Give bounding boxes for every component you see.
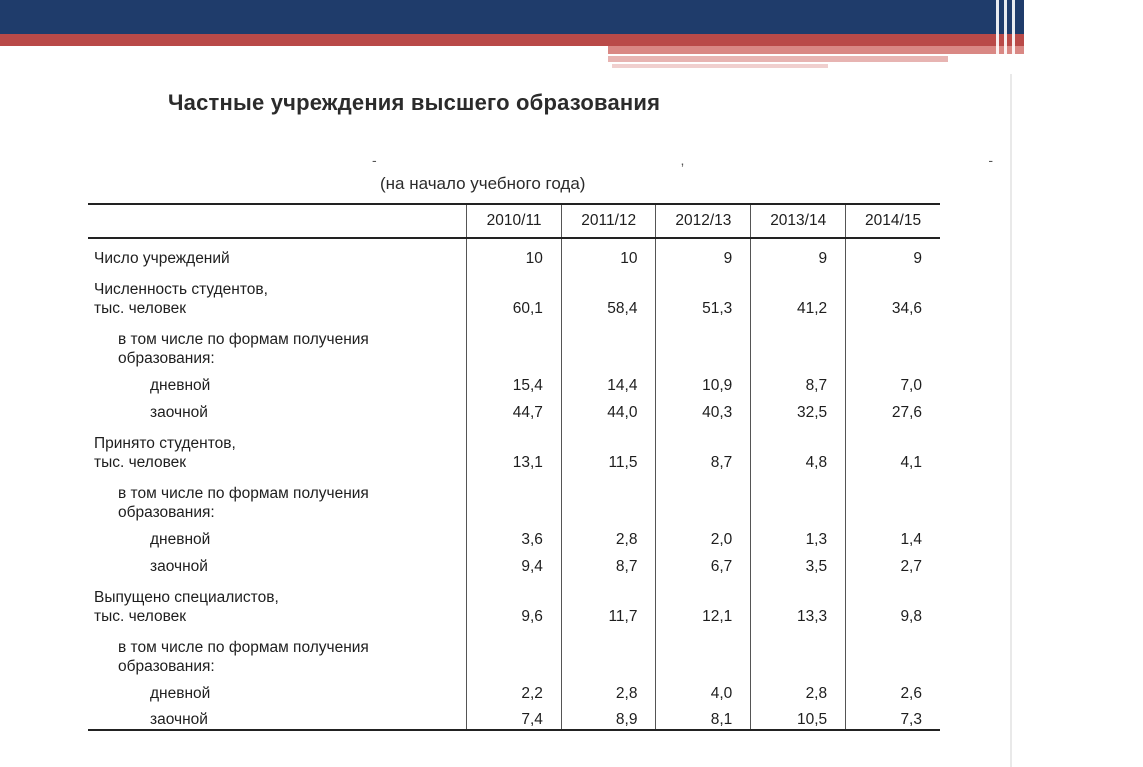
table-row <box>88 472 940 522</box>
value-cell: 4,8 <box>751 422 846 472</box>
row-label-line: Принято студентов, <box>94 435 236 452</box>
row-label <box>88 368 467 395</box>
row-label <box>88 626 467 676</box>
value-cell: 4,0 <box>656 676 751 703</box>
value-cell <box>656 472 751 522</box>
value-cell: 15,4 <box>467 368 562 395</box>
value-cell: 9,8 <box>846 576 940 626</box>
value-cell: 7,3 <box>846 703 940 730</box>
value-cell: 13,1 <box>467 422 562 472</box>
table-row <box>88 576 940 626</box>
year-header: 2010/11 <box>467 204 562 238</box>
table-row <box>88 238 940 268</box>
value-cell: 41,2 <box>751 268 846 318</box>
table-subtitle: (на начало учебного года) <box>380 174 586 193</box>
row-label-line: образования: <box>118 658 215 675</box>
row-label <box>88 472 467 522</box>
slide-edge-shadow <box>1010 74 1012 767</box>
value-cell: 14,4 <box>561 368 656 395</box>
table-row <box>88 676 940 703</box>
value-cell: 32,5 <box>751 395 846 422</box>
value-cell: 44,0 <box>561 395 656 422</box>
value-cell <box>751 626 846 676</box>
value-cell: 7,4 <box>467 703 562 730</box>
table-row <box>88 318 940 368</box>
value-cell: 8,1 <box>656 703 751 730</box>
value-cell: 9 <box>846 238 940 268</box>
value-cell: 9,4 <box>467 549 562 576</box>
row-label <box>88 576 467 626</box>
value-cell <box>467 318 562 368</box>
value-cell: 27,6 <box>846 395 940 422</box>
table-row <box>88 422 940 472</box>
table-row <box>88 368 940 395</box>
value-cell: 2,8 <box>751 676 846 703</box>
value-cell <box>561 472 656 522</box>
header-stripes <box>990 0 1024 74</box>
table-row <box>88 703 940 730</box>
table-body <box>88 238 940 730</box>
value-cell: 7,0 <box>846 368 940 395</box>
row-label-line: заочной <box>150 558 208 575</box>
table-row <box>88 626 940 676</box>
row-label-line: Число учреждений <box>94 250 230 267</box>
row-label-line: тыс. человек <box>94 608 187 625</box>
value-cell: 3,6 <box>467 522 562 549</box>
value-cell: 11,7 <box>561 576 656 626</box>
header-bar-pink-light <box>608 56 948 62</box>
table-row <box>88 268 940 318</box>
row-label-line: в том числе по формам получения <box>118 485 369 502</box>
row-label-line: образования: <box>118 504 215 521</box>
value-cell: 2,2 <box>467 676 562 703</box>
value-cell: 60,1 <box>467 268 562 318</box>
value-cell: 10,5 <box>751 703 846 730</box>
value-cell <box>751 318 846 368</box>
value-cell: 2,0 <box>656 522 751 549</box>
cropped-text-fragment: - , - <box>372 152 1143 168</box>
value-cell: 8,9 <box>561 703 656 730</box>
value-cell: 8,7 <box>751 368 846 395</box>
value-cell <box>656 626 751 676</box>
page-title: Частные учреждения высшего образования <box>168 90 661 115</box>
row-label-line: заочной <box>150 711 208 728</box>
value-cell: 11,5 <box>561 422 656 472</box>
row-label-line: Численность студентов, <box>94 281 268 298</box>
value-cell: 10,9 <box>656 368 751 395</box>
row-label <box>88 268 467 318</box>
row-label <box>88 238 467 268</box>
value-cell: 13,3 <box>751 576 846 626</box>
value-cell: 10 <box>561 238 656 268</box>
row-label <box>88 703 467 730</box>
value-cell: 2,7 <box>846 549 940 576</box>
value-cell <box>846 626 940 676</box>
value-cell: 6,7 <box>656 549 751 576</box>
value-cell: 51,3 <box>656 268 751 318</box>
year-header: 2011/12 <box>561 204 656 238</box>
table-row <box>88 549 940 576</box>
row-label <box>88 522 467 549</box>
row-label-line: Выпущено специалистов, <box>94 589 279 606</box>
header-bar-blue <box>0 0 1024 34</box>
value-cell: 12,1 <box>656 576 751 626</box>
row-label-line: дневной <box>150 531 211 548</box>
value-cell <box>751 472 846 522</box>
value-cell <box>467 472 562 522</box>
row-label <box>88 318 467 368</box>
value-cell <box>846 472 940 522</box>
value-cell: 40,3 <box>656 395 751 422</box>
value-cell: 10 <box>467 238 562 268</box>
value-cell: 2,6 <box>846 676 940 703</box>
year-header: 2012/13 <box>656 204 751 238</box>
row-label <box>88 676 467 703</box>
row-label-line: в том числе по формам получения <box>118 331 369 348</box>
value-cell: 9,6 <box>467 576 562 626</box>
header-bar-pink-lightest <box>612 64 828 68</box>
row-label-line: дневной <box>150 377 211 394</box>
row-label-line: тыс. человек <box>94 300 187 317</box>
value-cell: 44,7 <box>467 395 562 422</box>
row-label-line: в том числе по формам получения <box>118 639 369 656</box>
value-cell <box>561 318 656 368</box>
value-cell: 2,8 <box>561 676 656 703</box>
statistics-table <box>88 203 940 731</box>
row-label <box>88 549 467 576</box>
table-row <box>88 395 940 422</box>
value-cell: 1,3 <box>751 522 846 549</box>
row-label <box>88 422 467 472</box>
value-cell <box>561 626 656 676</box>
value-cell: 4,1 <box>846 422 940 472</box>
table-row <box>88 522 940 549</box>
row-label <box>88 395 467 422</box>
value-cell: 9 <box>656 238 751 268</box>
value-cell <box>656 318 751 368</box>
value-cell <box>467 626 562 676</box>
value-cell: 8,7 <box>656 422 751 472</box>
value-cell: 1,4 <box>846 522 940 549</box>
value-cell: 58,4 <box>561 268 656 318</box>
value-cell: 2,8 <box>561 522 656 549</box>
value-cell <box>846 318 940 368</box>
header-bar-red <box>0 34 1024 46</box>
row-label-line: тыс. человек <box>94 454 187 471</box>
row-label-line: заочной <box>150 404 208 421</box>
row-label-line: образования: <box>118 350 215 367</box>
row-label-line: дневной <box>150 685 211 702</box>
value-cell: 8,7 <box>561 549 656 576</box>
value-cell: 9 <box>751 238 846 268</box>
header-label-cell <box>88 204 467 238</box>
value-cell: 3,5 <box>751 549 846 576</box>
header-bar-pink <box>608 46 1024 54</box>
year-header: 2014/15 <box>846 204 940 238</box>
value-cell: 34,6 <box>846 268 940 318</box>
table-header-row <box>88 204 940 238</box>
year-header: 2013/14 <box>751 204 846 238</box>
